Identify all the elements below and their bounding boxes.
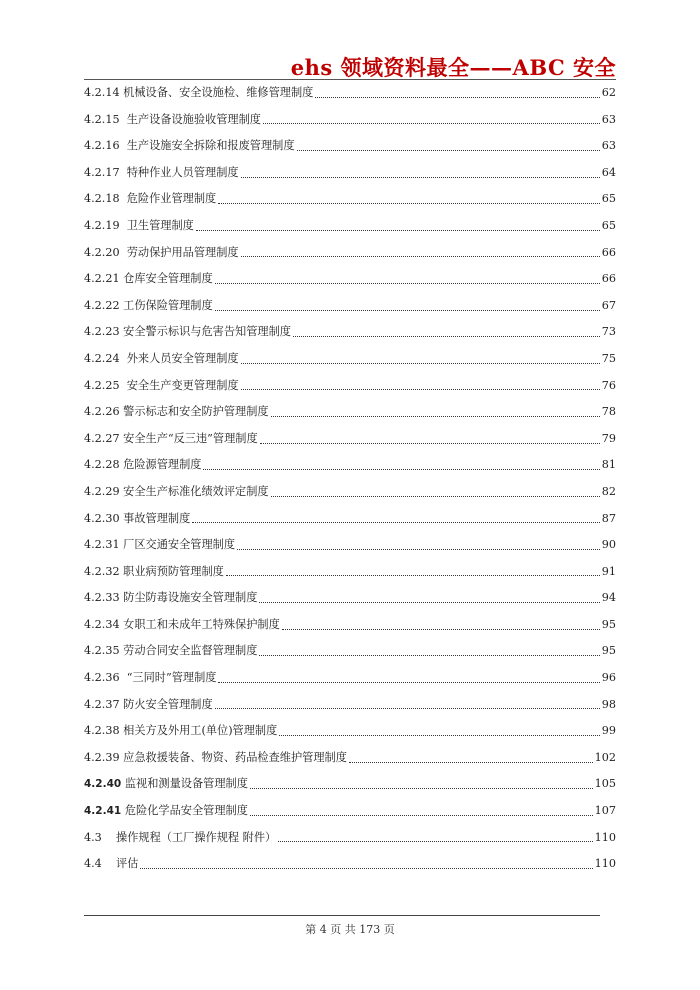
toc-entry[interactable] <box>84 240 616 267</box>
toc-entry[interactable] <box>84 293 616 320</box>
toc-entry-title: 评估 <box>116 857 139 871</box>
toc-entry[interactable] <box>84 692 616 719</box>
toc-entry[interactable] <box>84 825 616 852</box>
toc-entry-title: 卫生管理制度 <box>126 218 194 232</box>
toc-entry-title: 女职工和未成年工特殊保护制度 <box>123 617 280 631</box>
toc-entry-number: 4.2.26 <box>84 405 124 419</box>
toc-entry[interactable] <box>84 532 616 559</box>
toc-entry-page: 81 <box>601 458 616 472</box>
toc-dot-leader <box>196 230 600 231</box>
toc-entry-number: 4.2.34 <box>84 617 124 631</box>
toc-entry-page: 95 <box>601 617 616 631</box>
toc-entry[interactable] <box>84 107 616 134</box>
toc-entry-number: 4.2.20 <box>84 245 127 259</box>
toc-entry-number: 4.2.17 <box>84 165 127 179</box>
toc-entry-page: 90 <box>601 538 616 552</box>
toc-dot-leader <box>263 123 600 124</box>
toc-entry-title: 监视和测量设备管理制度 <box>124 777 248 791</box>
toc-dot-leader <box>226 575 600 576</box>
toc-entry-page: 78 <box>601 405 616 419</box>
toc-entry-number: 4.2.41 <box>84 805 125 818</box>
toc-entry-number: 4.2.27 <box>84 431 124 445</box>
toc-entry-title: 操作规程（工厂操作规程 附件） <box>116 830 277 844</box>
toc-entry-number: 4.2.14 <box>84 86 124 99</box>
toc-entry-page: 95 <box>601 644 616 658</box>
toc-dot-leader <box>215 283 600 284</box>
toc-entry-page: 64 <box>601 165 616 179</box>
toc-dot-leader <box>215 310 600 311</box>
toc-dot-leader <box>241 177 600 178</box>
toc-entry-number: 4.2.23 <box>84 325 124 339</box>
toc-dot-leader <box>140 868 592 869</box>
toc-entry-number: 4.2.33 <box>84 591 124 605</box>
toc-entry-page: 65 <box>601 192 616 206</box>
toc-dot-leader <box>241 256 600 257</box>
toc-entry[interactable] <box>84 638 616 665</box>
toc-dot-leader <box>278 841 592 842</box>
toc-entry[interactable] <box>84 745 616 772</box>
toc-entry[interactable] <box>84 346 616 373</box>
footer-rule <box>84 915 600 916</box>
toc-entry[interactable] <box>84 771 616 798</box>
toc-entry-title: 工伤保险管理制度 <box>123 298 213 312</box>
toc-entry-title: 防尘防毒设施安全管理制度 <box>123 591 258 605</box>
toc-dot-leader <box>203 469 599 470</box>
toc-entry[interactable] <box>84 612 616 639</box>
toc-entry-number: 4.2.38 <box>84 724 124 738</box>
page-number: 第 4 页 共 173 页 <box>305 923 395 936</box>
toc-entry-page: 105 <box>594 777 616 791</box>
toc-entry-title: 机械设备、安全设施检、维修管理制度 <box>123 86 314 99</box>
toc-dot-leader <box>271 496 600 497</box>
toc-entry[interactable] <box>84 506 616 533</box>
toc-entry-page: 91 <box>601 564 616 578</box>
toc-entry[interactable] <box>84 798 616 825</box>
toc-dot-leader <box>250 788 593 789</box>
toc-entry-page: 62 <box>601 86 616 99</box>
toc-entry-page: 102 <box>594 750 616 764</box>
toc-entry[interactable] <box>84 373 616 400</box>
toc-entry-title: 安全警示标识与危害告知管理制度 <box>123 325 291 339</box>
toc-dot-leader <box>259 602 599 603</box>
toc-dot-leader <box>297 150 600 151</box>
toc-entry-number: 4.2.29 <box>84 484 124 498</box>
toc-dot-leader <box>349 762 593 763</box>
toc-entry-page: 76 <box>601 378 616 392</box>
toc-entry[interactable] <box>84 851 616 878</box>
toc-dot-leader <box>218 203 600 204</box>
toc-entry-title: 事故管理制度 <box>123 511 191 525</box>
toc-entry-number: 4.2.21 <box>84 272 124 286</box>
toc-entry-number: 4.2.28 <box>84 458 124 472</box>
toc-entry-page: 67 <box>601 298 616 312</box>
toc-entry-title: 职业病预防管理制度 <box>123 564 224 578</box>
table-of-contents <box>84 80 616 878</box>
toc-entry-page: 66 <box>601 272 616 286</box>
toc-entry-page: 107 <box>594 804 616 818</box>
toc-entry[interactable] <box>84 718 616 745</box>
toc-entry-title: 危险源管理制度 <box>123 458 202 472</box>
toc-entry-page: 96 <box>601 671 616 685</box>
toc-entry-page: 94 <box>601 591 616 605</box>
toc-dot-leader <box>241 389 600 390</box>
toc-dot-leader <box>279 735 599 736</box>
toc-entry-page: 75 <box>601 351 616 365</box>
toc-entry-number: 4.2.25 <box>84 378 127 392</box>
toc-entry-title: 劳动合同安全监督管理制度 <box>123 644 258 658</box>
toc-entry-number: 4.2.40 <box>84 778 125 791</box>
toc-entry-page: 110 <box>594 830 616 844</box>
toc-entry[interactable] <box>84 213 616 240</box>
toc-entry-page: 63 <box>601 139 616 153</box>
toc-dot-leader <box>282 629 600 630</box>
toc-entry-number: 4.3 <box>84 830 117 844</box>
toc-entry-title: 特种作业人员管理制度 <box>126 165 239 179</box>
toc-entry[interactable] <box>84 452 616 479</box>
toc-entry-number: 4.2.37 <box>84 697 124 711</box>
toc-entry[interactable] <box>84 186 616 213</box>
toc-entry-title: 相关方及外用工(单位)管理制度 <box>123 724 278 738</box>
toc-dot-leader <box>215 708 600 709</box>
toc-dot-leader <box>293 336 600 337</box>
toc-dot-leader <box>260 443 600 444</box>
toc-entry[interactable] <box>84 266 616 293</box>
toc-entry-number: 4.2.36 <box>84 671 127 685</box>
header-title: ehs 领域资料最全——ABC 安全 <box>290 55 616 80</box>
toc-entry-number: 4.2.19 <box>84 218 127 232</box>
toc-entry-title: 危险作业管理制度 <box>126 192 217 206</box>
toc-entry-number: 4.2.30 <box>84 511 124 525</box>
toc-entry-title: 警示标志和安全防护管理制度 <box>123 405 269 419</box>
toc-entry-title: 生产设施安全拆除和报废管理制度 <box>126 139 295 153</box>
toc-entry[interactable] <box>84 426 616 453</box>
toc-entry[interactable] <box>84 585 616 612</box>
toc-entry-number: 4.2.24 <box>84 351 127 365</box>
toc-entry-title: 仓库安全管理制度 <box>123 272 213 286</box>
toc-entry-title: “三同时”管理制度 <box>126 671 217 685</box>
toc-entry-page: 73 <box>601 325 616 339</box>
toc-entry-title: 危险化学品安全管理制度 <box>124 804 248 818</box>
toc-entry-title: 安全生产标准化绩效评定制度 <box>123 484 269 498</box>
toc-entry-number: 4.2.22 <box>84 298 124 312</box>
toc-entry[interactable] <box>84 479 616 506</box>
toc-entry[interactable] <box>84 399 616 426</box>
toc-entry-number: 4.2.18 <box>84 192 127 206</box>
toc-entry-title: 厂区交通安全管理制度 <box>123 538 236 552</box>
toc-entry-number: 4.2.16 <box>84 139 127 153</box>
toc-dot-leader <box>218 682 599 683</box>
toc-entry-page: 98 <box>601 697 616 711</box>
toc-entry-page: 110 <box>594 857 616 871</box>
toc-entry-page: 87 <box>601 511 616 525</box>
toc-entry-title: 外来人员安全管理制度 <box>126 351 239 365</box>
toc-dot-leader <box>271 416 600 417</box>
toc-entry[interactable] <box>84 665 616 692</box>
toc-entry[interactable] <box>84 319 616 346</box>
toc-dot-leader <box>192 522 599 523</box>
toc-dot-leader <box>241 363 600 364</box>
toc-entry-title: 应急救援装备、物资、药品检查维护管理制度 <box>123 750 347 764</box>
toc-entry-page: 79 <box>601 431 616 445</box>
toc-entry-number: 4.2.31 <box>84 538 124 552</box>
toc-entry-title: 安全生产变更管理制度 <box>126 378 239 392</box>
toc-entry-title: 防火安全管理制度 <box>123 697 213 711</box>
toc-dot-leader <box>237 549 600 550</box>
toc-dot-leader <box>315 97 599 98</box>
toc-entry-page: 66 <box>601 245 616 259</box>
toc-entry[interactable] <box>84 160 616 187</box>
toc-entry-title: 劳动保护用品管理制度 <box>126 245 239 259</box>
toc-entry-number: 4.4 <box>84 857 117 871</box>
toc-entry-page: 65 <box>601 218 616 232</box>
toc-entry-number: 4.2.39 <box>84 750 124 764</box>
toc-entry-title: 安全生产“反三违”管理制度 <box>123 431 258 445</box>
toc-entry[interactable] <box>84 559 616 586</box>
toc-entry-page: 99 <box>601 724 616 738</box>
toc-dot-leader <box>250 815 593 816</box>
toc-entry[interactable] <box>84 133 616 160</box>
toc-dot-leader <box>259 655 599 656</box>
toc-entry-number: 4.2.15 <box>84 112 127 126</box>
toc-entry-title: 生产设备设施验收管理制度 <box>126 112 261 126</box>
toc-entry-number: 4.2.35 <box>84 644 124 658</box>
toc-entry-page: 63 <box>601 112 616 126</box>
toc-entry-page: 82 <box>601 484 616 498</box>
toc-entry-number: 4.2.32 <box>84 564 124 578</box>
toc-entry[interactable] <box>84 80 616 107</box>
